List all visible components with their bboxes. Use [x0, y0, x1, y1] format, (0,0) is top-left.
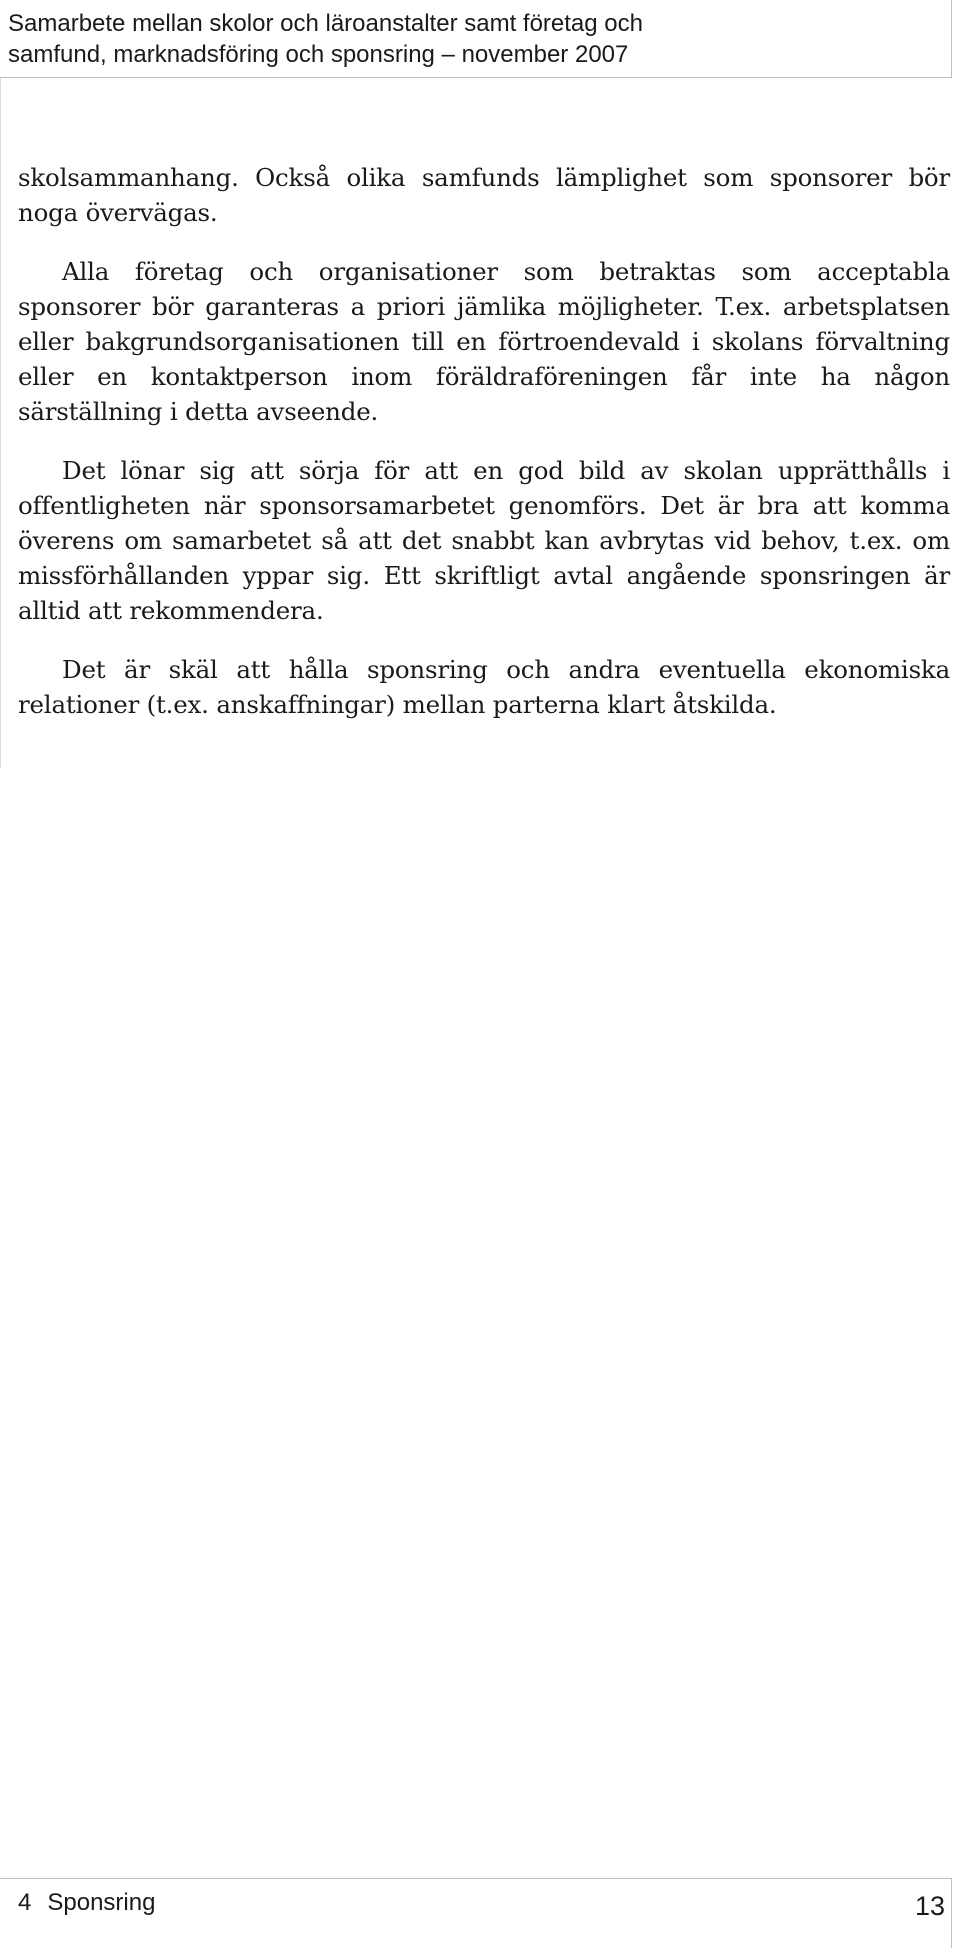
document-running-title: Samarbete mellan skolor och läroanstalter samt företag och samfund, marknadsföring och sponsring – november 2007 — [8, 10, 643, 68]
footer-section-number: 4 — [18, 1889, 32, 1916]
margin-rule — [0, 78, 1, 768]
paragraph-public-image: Det lönar sig att sörja för att en god bild av skolan upprätthålls i offentligheten när sponsorsamarbetet genomförs. Det är bra att komma överens om samarbetet så att det snabbt kan avbrytas vid behov, t.ex. om missförhållanden yppar sig. Ett skriftligt avtal angående sponsringen är alltid att rekommendera. — [18, 456, 950, 625]
footer-section-label — [18, 1889, 155, 1917]
footer-section-title: Sponsring — [47, 1889, 156, 1916]
paragraph-separate-relations: Det är skäl att hålla sponsring och andra eventuella ekonomiska relationer (t.ex. anskaffningar) mellan parterna klart åtskilda. — [18, 655, 950, 719]
paragraph-equal-opportunities: Alla företag och organisationer som betraktas som acceptabla sponsorer bör garanteras a priori jämlika möjligheter. T.ex. arbetsplatsen eller bakgrundsorganisationen till en förtroendevald i skolans förvaltning eller en kontaktperson inom föräldraföreningen får inte ha någon särställning i detta avseende. — [18, 257, 950, 426]
page-number: 13 — [914, 1891, 945, 1921]
body-text — [18, 160, 950, 746]
page-header — [0, 0, 952, 78]
page-footer — [0, 1878, 952, 1948]
paragraph-continuation: skolsammanhang. Också olika samfunds lämplighet som sponsorer bör noga övervägas. — [18, 163, 950, 227]
